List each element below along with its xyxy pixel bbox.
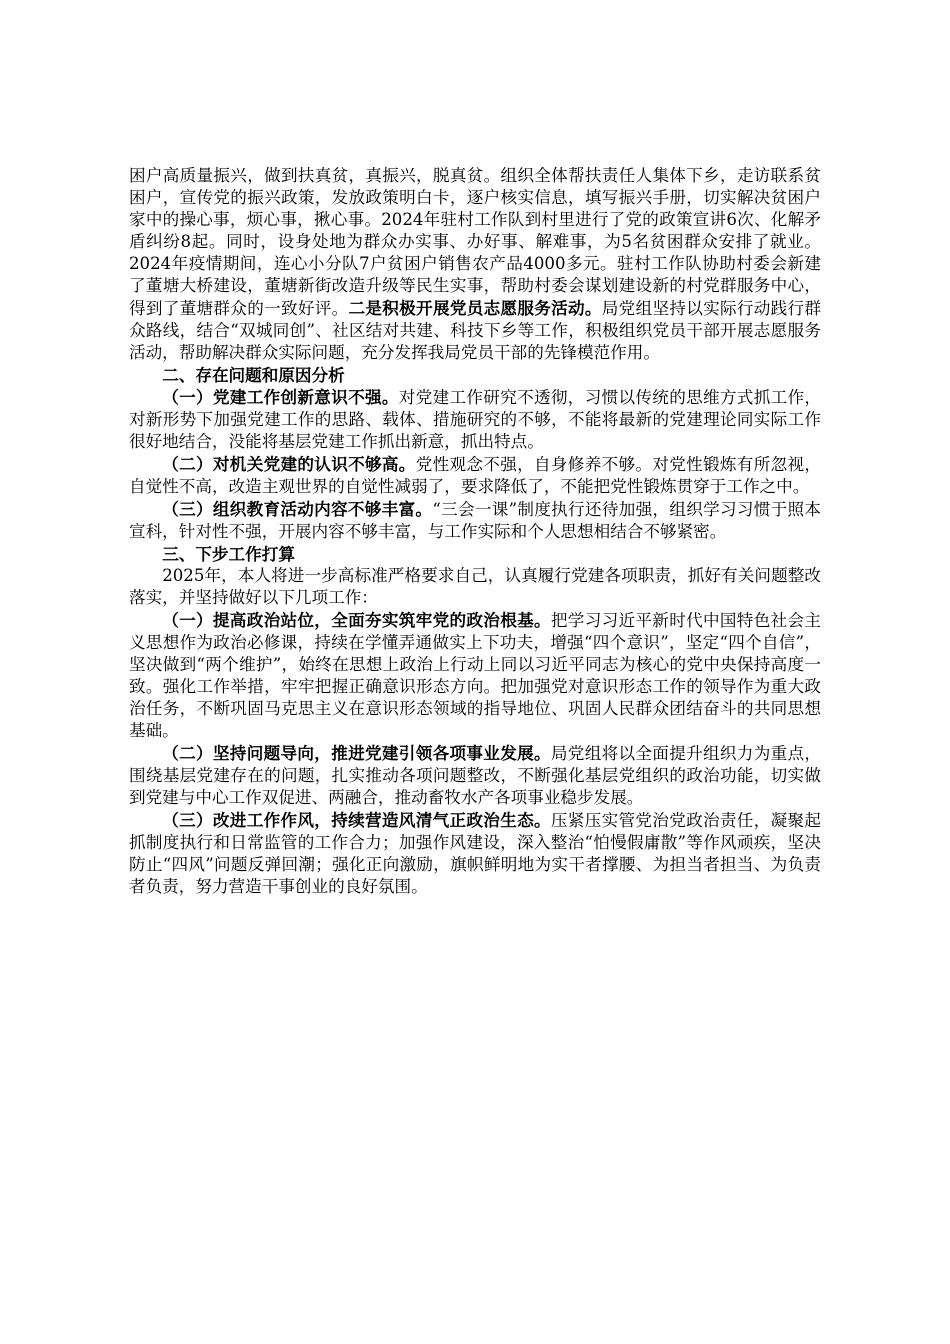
paragraph-next-steps-intro: 2025年，本人将进一步高标准严格要求自己，认真履行党建各项职责，抓好有关问题整改落实，并坚持做好以下几项工作： <box>129 566 821 607</box>
paragraph-text: 对党建工作研究不透彻，习惯以传统的思维方式抓工作，对新形势下加强党建工作的思路、载体、措施研究的不够，不能将最新的党建理论同实际工作很好地结合，没能将基层党建工作抓出新意，抓出特点。 <box>129 388 822 451</box>
paragraph-text: 局党组坚持以实际行动践行群众路线，结合“双城同创”、社区结对共建、科技下乡等工作，积极组织党员干部开展志愿服务活动，帮助解决群众实际问题，充分发挥我局党员干部的先锋模范作用。 <box>129 299 822 362</box>
paragraph-text: 党性观念不强，自身修养不够。对党性锻炼有所忽视，自觉性不高，改造主观世界的自觉性减弱了，要求降低了，不能把党性锻炼贯穿于工作之中。 <box>129 455 822 496</box>
section-heading-problems: 二、存在问题和原因分析 <box>162 365 345 385</box>
paragraph-plan-3 <box>129 809 821 898</box>
paragraph-bold-lead: （二）对机关党建的认识不够高。 <box>162 454 416 474</box>
section-heading-next-steps: 三、下步工作打算 <box>162 544 295 564</box>
paragraph-bold-lead: 二是积极开展党员志愿服务活动。 <box>348 298 602 318</box>
paragraph-poverty-alleviation <box>129 165 821 364</box>
paragraph-problem-3 <box>129 498 821 543</box>
paragraph-text: 把学习习近平新时代中国特色社会主义思想作为政治必修课，持续在学懂弄通做实上下功夫，增强“四个意识”，坚定“四个自信”，坚决做到“两个维护”，始终在思想上政治上行动上同以习近平同志为核心的党中央保持高度一致。强化工作举措，牢牢把握正确意识形态方向。把加强党对意识形态工作的领导作为重大政治任务，不断巩固马克思主义在意识形态领域的指导地位、巩固人民群众团结奋斗的共同思想基础。 <box>129 611 822 740</box>
document-body <box>129 165 821 898</box>
paragraph-plan-1 <box>129 609 821 742</box>
paragraph-text: 困户高质量振兴，做到扶真贫，真振兴，脱真贫。组织全体帮扶责任人集体下乡，走访联系贫困户，宣传党的振兴政策，发放政策明白卡，逐户核实信息，填写振兴手册，切实解决贫困户家中的操心事，烦心事，揪心事。2024年驻村工作队到村里进行了党的政策宣讲6次、化解矛盾纠纷8起。同时，设身处地为群众办实事、办好事、解难事，为5名贫困群众安排了就业。2024年疫情期间，连心小分队7户贫困户销售农产品4000多元。驻村工作队协助村委会新建了董塘大桥建设，董塘新街改造升级等民生实事，帮助村委会谋划建设新的村党群服务中心，得到了董塘群众的一致好评。 <box>129 166 821 318</box>
paragraph-bold-lead: （二）坚持问题导向，推进党建引领各项事业发展。 <box>162 743 551 763</box>
paragraph-text: 压紧压实管党治党政治责任，凝聚起抓制度执行和日常监管的工作合力；加强作风建设，深入整治“怕慢假庸散”等作风顽疾，坚决防止“四风”问题反弹回潮；强化正向激励，旗帜鲜明地为实干者撑腰、为担当者担当、为负责者负责，努力营造干事创业的良好氛围。 <box>129 811 822 896</box>
paragraph-text: “三会一课”制度执行还待加强，组织学习习惯于照本宣科，针对性不强，开展内容不够丰富，与工作实际和个人思想相结合不够紧密。 <box>129 500 822 541</box>
paragraph-bold-lead: （三）组织教育活动内容不够丰富。 <box>162 499 433 519</box>
paragraph-plan-2 <box>129 742 821 809</box>
paragraph-bold-lead: （三）改进工作作风，持续营造风清气正政治生态。 <box>162 810 551 830</box>
paragraph-problem-1 <box>129 386 821 453</box>
paragraph-bold-lead: （一）提高政治站位，全面夯实筑牢党的政治根基。 <box>162 610 551 630</box>
paragraph-text: 局党组将以全面提升组织力为重点，围绕基层党建存在的问题，扎实推动各项问题整改，不断强化基层党组织的政治功能，切实做到党建与中心工作双促进、两融合，推动畜牧水产各项事业稳步发展。 <box>129 744 822 807</box>
paragraph-problem-2 <box>129 453 821 498</box>
paragraph-bold-lead: （一）党建工作创新意识不强。 <box>162 387 399 407</box>
